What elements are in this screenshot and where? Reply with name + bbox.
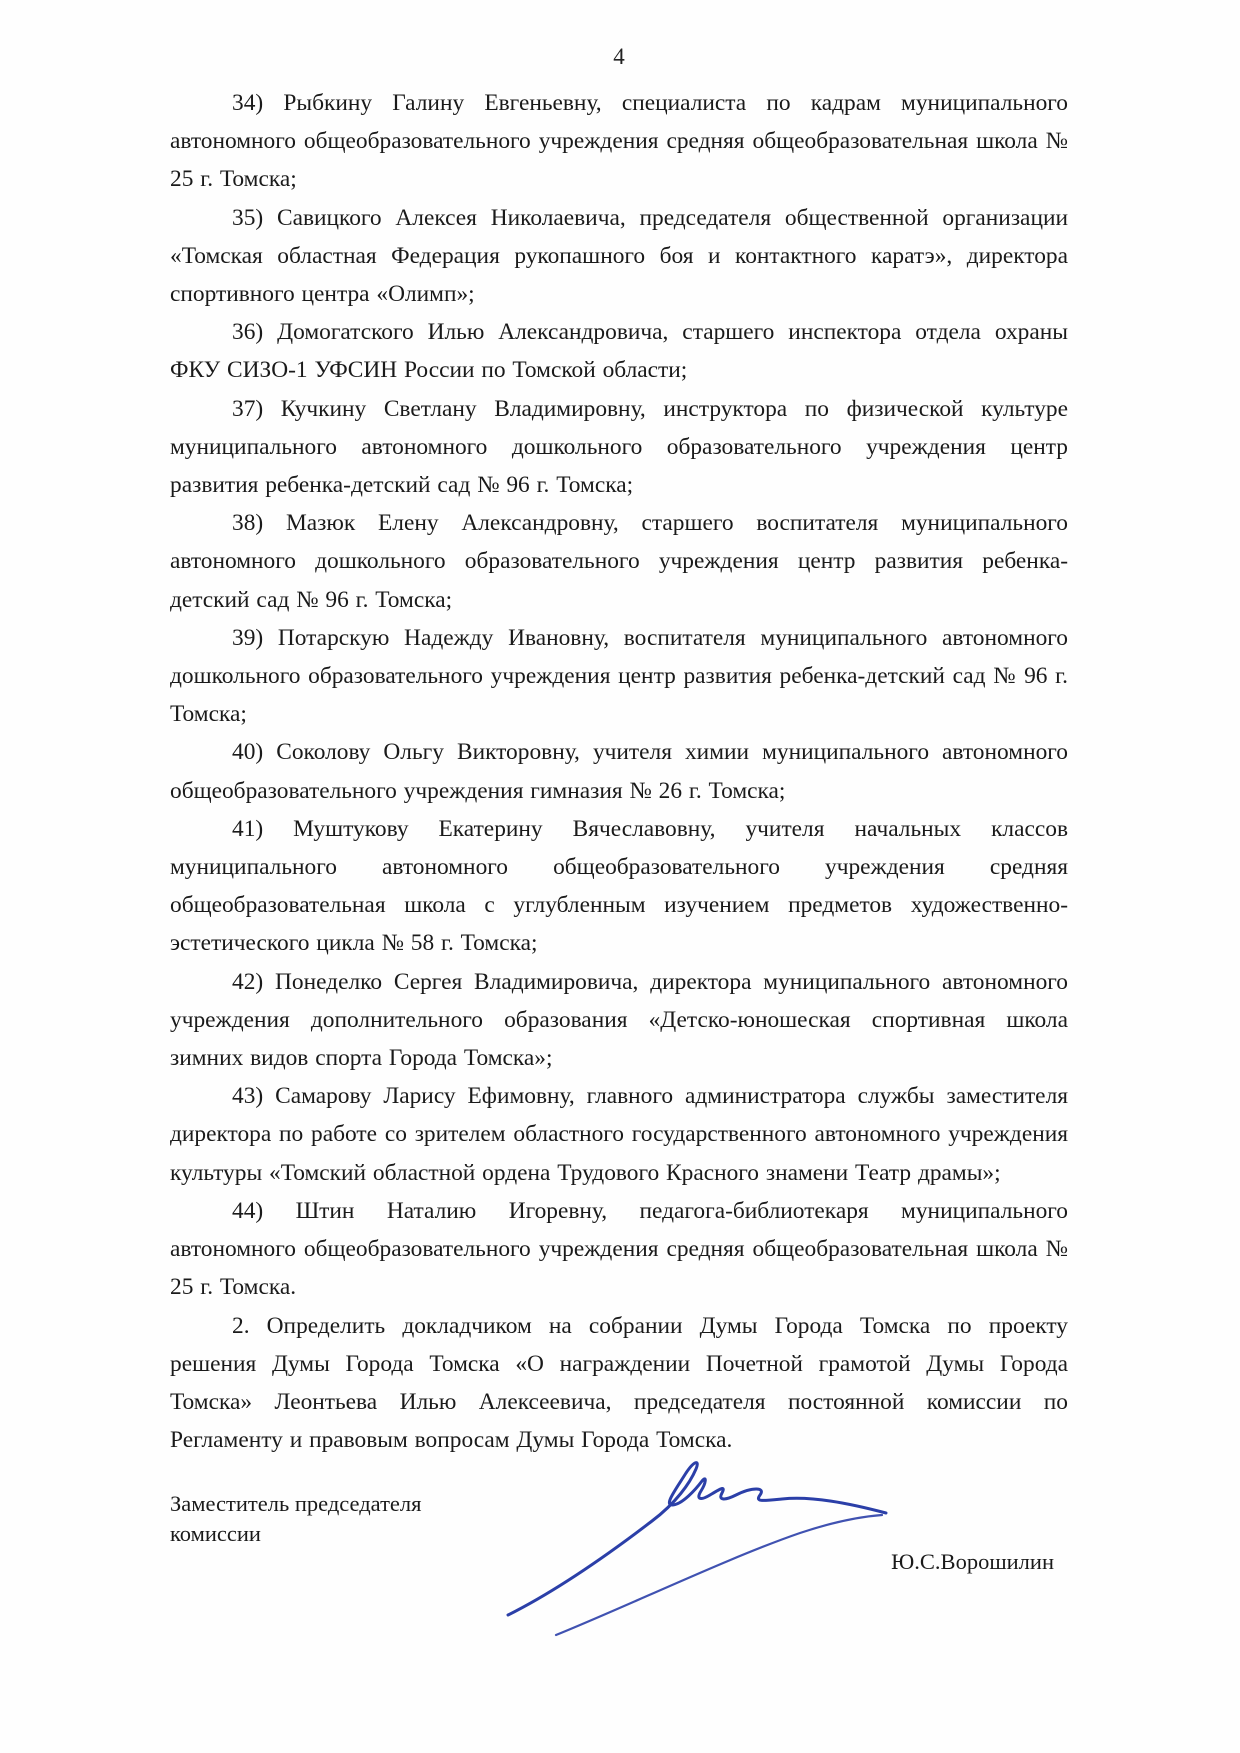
list-item-40: 40) Соколову Ольгу Викторовну, учителя химии муниципального автономного общеобразовательного учреждения гимназия № 26 г. Томска; bbox=[170, 739, 1068, 804]
signature-block bbox=[170, 1481, 1068, 1711]
list-item-44: 44) Штин Наталию Игоревну, педагога-библиотекаря муниципального автономного общеобразовательного учреждения средняя общеобразовательная школа № 25 г. Томска. bbox=[170, 1197, 1068, 1301]
list-item-41: 41) Муштукову Екатерину Вячеславовну, учителя начальных классов муниципального автономного общеобразовательного учреждения средняя общеобразовательная школа с углубленным изучением предметов художественно-эстетического цикла № 58 г. Томска; bbox=[170, 815, 1068, 957]
handwritten-signature bbox=[500, 1439, 900, 1649]
signature-ink-icon bbox=[500, 1439, 900, 1649]
list-item-39: 39) Потарскую Надежду Ивановну, воспитателя муниципального автономного дошкольного образовательного учреждения центр развития ребенка-детский сад № 96 г. Томска; bbox=[170, 624, 1068, 728]
paragraph-resolution-item-2: 2. Определить докладчиком на собрании Думы Города Томска по проекту решения Думы Города Томска «О награждении Почетной грамотой Думы Города Томска» Леонтьева Илью Алексеевича, председателя постоянной комиссии по Регламенту и правовым вопросам Думы Города Томска. bbox=[170, 1312, 1068, 1454]
signer-position: Заместитель председателя комиссии bbox=[170, 1491, 422, 1547]
list-item-38: 38) Мазюк Елену Александровну, старшего воспитателя муниципального автономного дошкольного образовательного учреждения центр развития ребенка-детский сад № 96 г. Томска; bbox=[170, 510, 1068, 613]
list-item-35: 35) Савицкого Алексея Николаевича, председателя общественной организации «Томская областная Федерация рукопашного боя и контактного каратэ», директора спортивного центра «Олимп»; bbox=[170, 204, 1068, 308]
page-number: 4 bbox=[613, 44, 625, 69]
list-item-42: 42) Понеделко Сергея Владимировича, директора муниципального автономного учреждения дополнительного образования «Детско-юношеская спортивная школа зимних видов спорта Города Томска»; bbox=[170, 968, 1068, 1072]
document-body bbox=[170, 84, 1068, 1459]
list-item-36: 36) Домогатского Илью Александровича, старшего инспектора отдела охраны ФКУ СИЗО-1 УФСИН России по Томской области; bbox=[170, 319, 1068, 384]
list-item-43: 43) Самарову Ларису Ефимовну, главного администратора службы заместителя директора по работе со зрителем областного государственного автономного учреждения культуры «Томский областной ордена Трудового Красного знамени Театр драмы»; bbox=[170, 1083, 1068, 1186]
list-item-37: 37) Кучкину Светлану Владимировну, инструктора по физической культуре муниципального автономного дошкольного образовательного учреждения центр развития ребенка-детский сад № 96 г. Томска; bbox=[170, 395, 1068, 499]
list-item-34: 34) Рыбкину Галину Евгеньевну, специалиста по кадрам муниципального автономного общеобразовательного учреждения средняя общеобразовательная школа № 25 г. Томска; bbox=[170, 90, 1068, 193]
signer-name: Ю.С.Ворошилин bbox=[891, 1549, 1054, 1575]
